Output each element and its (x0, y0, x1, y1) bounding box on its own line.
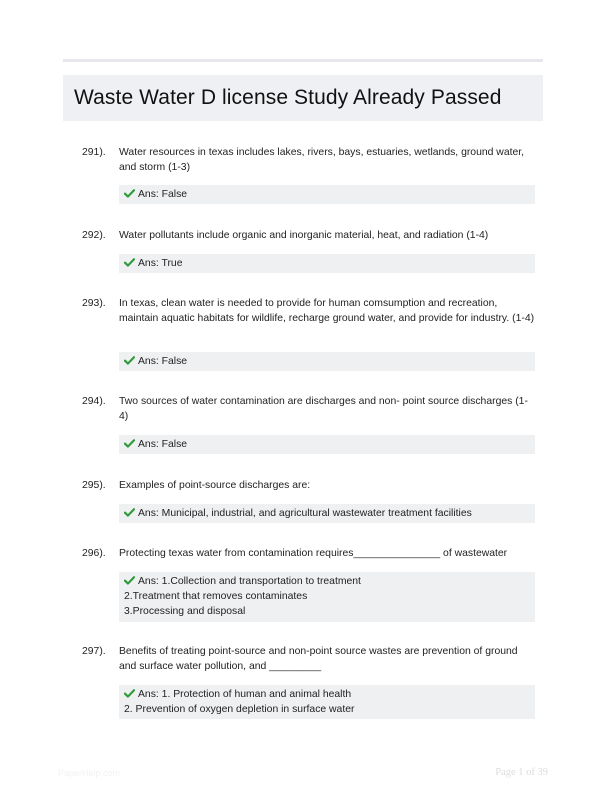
answer-text: 2.Treatment that removes contaminates (124, 591, 308, 603)
footer-site: PaperHelp.com (58, 768, 121, 778)
answer-text: 3.Processing and disposal (124, 606, 246, 618)
answer-text: Ans: True (138, 258, 183, 269)
check-icon (124, 438, 135, 447)
title-banner (63, 75, 543, 121)
top-divider (63, 59, 543, 62)
answer-line (124, 604, 530, 619)
question-number: 296). (82, 548, 106, 559)
answer-text: Ans: 1.Collection and transportation to treatment (138, 576, 361, 587)
answer-box (119, 254, 535, 273)
answer-text: Ans: Municipal, industrial, and agricultural wastewater treatment facilities (138, 508, 472, 519)
question-number: 297). (82, 646, 106, 657)
answer-line (124, 354, 530, 369)
question-number: 295). (82, 480, 106, 491)
answer-box (119, 185, 535, 204)
answer-line (124, 506, 530, 521)
answer-line (124, 589, 530, 604)
answer-line (124, 437, 530, 452)
question-number: 293). (82, 298, 106, 309)
question-text: In texas, clean water is needed to provide for human comsumption and recreation, maintain aquatic habitats for wildlife, recharge ground water, and provide for industry. (1-4) (119, 298, 535, 325)
footer-page-number: Page 1 of 39 (495, 767, 548, 778)
answer-text: Ans: False (138, 439, 188, 450)
check-icon (124, 188, 135, 197)
answer-text: Ans: 1. Protection of human and animal health (138, 689, 352, 700)
check-icon (124, 507, 135, 516)
check-icon (124, 688, 135, 697)
check-icon (124, 575, 135, 584)
question-text: Two sources of water contamination are discharges and non- point source discharges (1-4) (119, 396, 528, 423)
question-number: 292). (82, 230, 106, 241)
question-number: 294). (82, 396, 106, 407)
answer-text: Ans: False (138, 356, 188, 367)
answer-box (119, 352, 535, 371)
page-title: Waste Water D license Study Already Passed (74, 86, 502, 109)
answer-text: Ans: False (138, 189, 188, 200)
answer-line (124, 702, 530, 717)
question-text: Water resources in texas includes lakes, rivers, bays, estuaries, wetlands, ground water, and storm (1-3) (119, 147, 527, 174)
question-text: Examples of point-source discharges are: (119, 480, 311, 491)
check-icon (124, 355, 135, 364)
check-icon (124, 257, 135, 266)
question-text: Water pollutants include organic and inorganic material, heat, and radiation (1-4) (119, 230, 489, 241)
answer-box (119, 685, 535, 719)
answer-box (119, 435, 535, 454)
answer-box (119, 504, 535, 523)
answer-line (124, 187, 530, 202)
answer-line (124, 687, 530, 702)
answer-line (124, 574, 530, 589)
answer-box (119, 572, 535, 622)
question-number: 291). (82, 147, 106, 158)
question-text: Protecting texas water from contamination requires_______________ of wastewater (119, 548, 508, 559)
answer-text: 2. Prevention of oxygen depletion in surface water (124, 704, 355, 716)
question-text: Benefits of treating point-source and non-point source wastes are prevention of ground and surface water pollution, and _________ (119, 646, 521, 673)
answer-line (124, 256, 530, 271)
